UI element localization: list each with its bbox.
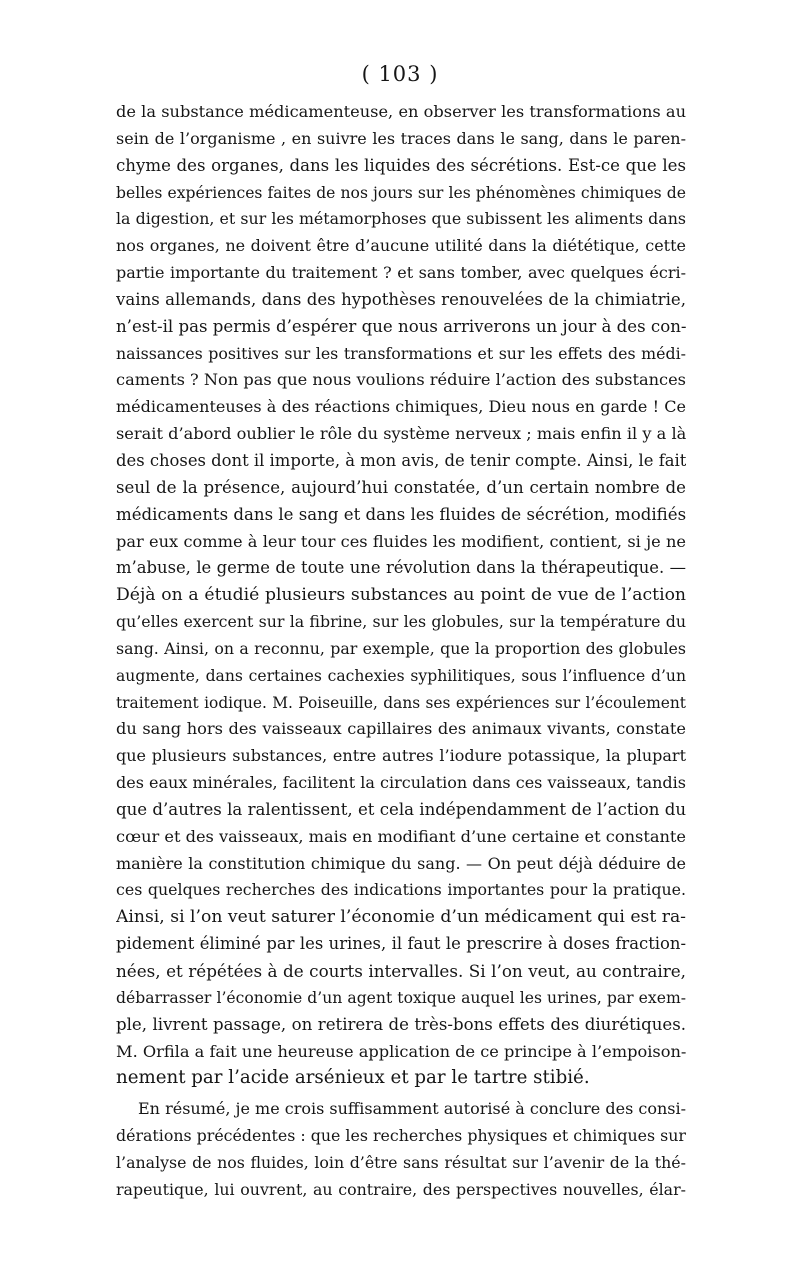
- text-line: cœur et des vaisseaux, mais en modifiant d’une certaine et constante: [116, 826, 686, 846]
- text-line: caments ? Non pas que nous voulions réduire l’action des substances: [116, 370, 686, 390]
- text-line: En résumé, je me crois suffisamment autorisé à conclure des consi-: [138, 1099, 686, 1119]
- text-line: l’analyse de nos fluides, loin d’être sans résultat sur l’avenir de la thé-: [116, 1152, 686, 1172]
- text-line: n’est-il pas permis d’espérer que nous arriverons un jour à des con-: [116, 316, 686, 336]
- text-line: chyme des organes, dans les liquides des sécrétions. Est-ce que les: [116, 155, 686, 175]
- text-line: dérations précédentes : que les recherches physiques et chimiques sur: [116, 1126, 686, 1146]
- text-line: partie importante du traitement ? et sans tomber, avec quelques écri-: [116, 263, 686, 283]
- text-line: Ainsi, si l’on veut saturer l’économie d’un médicament qui est ra-: [116, 907, 686, 928]
- text-line: de la substance médicamenteuse, en observer les transformations au: [116, 102, 686, 121]
- text-line: des choses dont il importe, à mon avis, de tenir compte. Ainsi, le fait: [116, 450, 686, 470]
- text-line: des eaux minérales, facilitent la circulation dans ces vaisseaux, tandis: [116, 773, 686, 793]
- text-line: sein de l’organisme , en suivre les traces dans le sang, dans le paren-: [116, 128, 686, 148]
- text-line: traitement iodique. M. Poiseuille, dans ses expériences sur l’écoulement: [116, 693, 686, 712]
- text-line: que d’autres la ralentissent, et cela indépendamment de l’action du: [116, 799, 686, 819]
- page-number: ( 103 ): [361, 62, 439, 86]
- text-line: nement par l’acide arsénieux et par le tartre stibié.: [116, 1067, 590, 1089]
- text-line: qu’elles exercent sur la fibrine, sur les globules, sur la température du: [116, 612, 686, 632]
- text-line: augmente, dans certaines cachexies syphilitiques, sous l’influence d’un: [116, 666, 686, 685]
- text-line: la digestion, et sur les métamorphoses que subissent les aliments dans: [116, 209, 686, 229]
- text-line: nées, et répétées à de courts intervalles. Si l’on veut, au contraire,: [116, 961, 686, 981]
- body-text: [116, 99, 686, 1204]
- text-line: manière la constitution chimique du sang. — On peut déjà déduire de: [116, 853, 686, 873]
- text-line: débarrasser l’économie d’un agent toxique auquel les urines, par exem-: [116, 988, 686, 1007]
- text-line: ple, livrent passage, on retirera de très-bons effets des diurétiques.: [116, 1014, 686, 1034]
- paragraph-2: [116, 1096, 686, 1203]
- text-line: vains allemands, dans des hypothèses renouvelées de la chimiatrie,: [116, 289, 686, 309]
- text-line: nos organes, ne doivent être d’aucune utilité dans la diététique, cette: [116, 236, 686, 256]
- text-line: seul de la présence, aujourd’hui constatée, d’un certain nombre de: [116, 477, 686, 497]
- text-line: naissances positives sur les transformations et sur les effets des médi-: [116, 343, 686, 363]
- paragraph-1: [116, 99, 686, 1092]
- text-line: rapeutique, lui ouvrent, au contraire, des perspectives nouvelles, élar-: [116, 1179, 686, 1199]
- text-line: m’abuse, le germe de toute une révolution dans la thérapeutique. —: [116, 558, 686, 578]
- text-line: serait d’abord oublier le rôle du système nerveux ; mais enfin il y a là: [116, 424, 686, 444]
- text-line: médicaments dans le sang et dans les fluides de sécrétion, modifiés: [116, 504, 686, 524]
- text-line: par eux comme à leur tour ces fluides les modifient, contient, si je ne: [116, 531, 686, 551]
- text-line: que plusieurs substances, entre autres l’iodure potassique, la plupart: [116, 746, 686, 766]
- text-line: belles expériences faites de nos jours sur les phénomènes chimiques de: [116, 183, 686, 202]
- text-line: ces quelques recherches des indications importantes pour la pratique.: [116, 880, 686, 900]
- text-line: médicamenteuses à des réactions chimiques, Dieu nous en garde ! Ce: [116, 397, 686, 417]
- text-line: du sang hors des vaisseaux capillaires des animaux vivants, constate: [116, 719, 686, 739]
- text-line: sang. Ainsi, on a reconnu, par exemple, que la proportion des globules: [116, 638, 686, 658]
- text-line: pidement éliminé par les urines, il faut le prescrire à doses fraction-: [116, 934, 686, 954]
- text-line: M. Orfila a fait une heureuse application de ce principe à l’empoison-: [116, 1041, 686, 1061]
- text-line: Déjà on a étudié plusieurs substances au point de vue de l’action: [116, 585, 686, 606]
